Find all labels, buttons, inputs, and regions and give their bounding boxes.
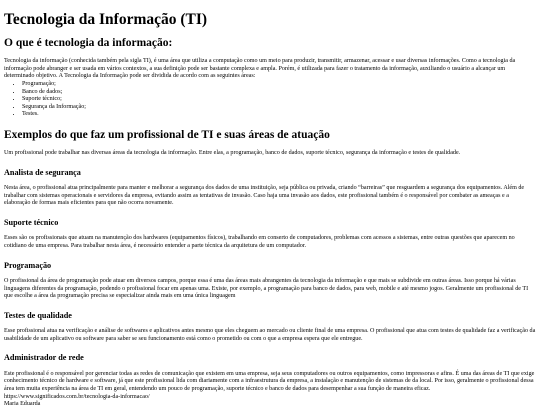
subheading-security-analyst: Analista de segurança bbox=[4, 167, 81, 177]
subheading-programming: Programação bbox=[4, 260, 52, 270]
list-item: • Programação; bbox=[22, 81, 536, 89]
subheading-network-admin: Administrador de rede bbox=[4, 353, 84, 363]
subheading-quality-testing: Testes de qualidade bbox=[4, 310, 72, 320]
list-item: • Testes. bbox=[22, 111, 536, 119]
network-admin-text: Este profissional é o responsável por gerenciar todas as redes de comunicação que existem em uma empresa, seja seus computadores ou outros equipamentos, como impressoras e afins. É uma das áreas de TI que exige conhecimento técnico de hardware e software, já que este profissional lida com diariamente com a infraestrutura da empresa, a instalação e manutenção de sistemas de da local. Por isso, geralmente o profissional dessa área tem muita experiência na área de TI em geral, entendendo um pouco de programação, suporte técnico e banco de dados para desempenhar a sua função de maneira eficaz. bbox=[4, 370, 535, 393]
section-heading-definition: O que é tecnologia da informação: bbox=[4, 37, 173, 50]
programming-text: O profissional da área de programação pode atuar em diversos campos, porque essa é uma das áreas mais abrangentes da tecnologia da informação e que mais se subdivide em outras áreas. Isso porque há várias linguagens diferentes da programação, podendo o profissional focar em apenas uma. Existe, por exemplo, a programação para banco de dados, para web, mobile e até mesmo jogos. Geralmente um profissional de TI que escolhe a área da programação precisa se especializar ainda mais em uma única linguagem bbox=[4, 278, 529, 300]
quality-testing-text: Esse profissional atua na verificação e análise de softwares e aplicativos antes mesmo que eles cheguem ao mercado ou cliente final de uma empresa. O profissional que atua com testes de qualidade faz a verificação da usabilidade de um aplicativo ou software para saber se seu funcionamento está como o prometido ou com o que a empresa espera que ele entregue. bbox=[4, 328, 536, 342]
list-item: • Segurança da Informação; bbox=[22, 104, 536, 112]
examples-intro: Um profissional pode trabalhar nas diversas áreas da tecnologia da informação. Entre elas, a programação, banco de dados, suporte técnico, segurança da informação e testes de qualidade. bbox=[4, 150, 461, 157]
security-analyst-text: Nesta área, o profissional atua principalmente para manter e melhorar a segurança dos dados de uma instituição, seja pública ou privada, criando “barreiras” que resguardem a segurança dos equipamentos. Além de trabalhar com sistemas operacionais e servidores da empresa, evitando assim as tentativas de invasão. Caso haja uma invasão aos dados, este profissional também é o responsável por combater as ameaças e a elaboração de formas mais eficientes para que não ocorra novamente. bbox=[4, 185, 525, 207]
subheading-tech-support: Suporte técnico bbox=[4, 218, 59, 228]
source-url: https://www.significados.com.br/tecnologia-da-informacao/ bbox=[4, 393, 150, 400]
page-title: Tecnologia da Informação (TI) bbox=[4, 11, 208, 28]
list-item: • Suporte técnico; bbox=[22, 96, 536, 104]
areas-list bbox=[4, 81, 536, 119]
tech-support-text: Esses são os profissionais que atuam na manutenção dos hardwares (equipamentos físicos), trabalhando em conserto de computadores, problemas com acessos a sistemas, entre outras questões que aparecem no cotidiano de uma empresa. Para trabalhar nesta área, é necessário entender a parte técnica da arquitetura de um computador. bbox=[4, 235, 515, 250]
definition-paragraph: Tecnologia da informação (conhecida também pela sigla TI), é uma área que utiliza a computação como um meio para produzir, transmitir, armazenar, acessar e usar diversas informações. Como a tecnologia da informação pode abranger e ser usada em vários contextos, a sua definição pode ser bastante complexa e ampla. Porém, é utilizada para fazer o tratamento da informação, auxiliando o usuário a alcançar um determinado objetivo. A Tecnologia da Informação pode ser dividida de acordo com as seguintes áreas: bbox=[4, 58, 516, 80]
list-item: • Banco de dados; bbox=[22, 89, 536, 97]
author-name: Maria Eduarda bbox=[4, 400, 41, 407]
section-heading-examples: Exemplos do que faz um profissional de TI e suas áreas de atuação bbox=[4, 129, 330, 142]
